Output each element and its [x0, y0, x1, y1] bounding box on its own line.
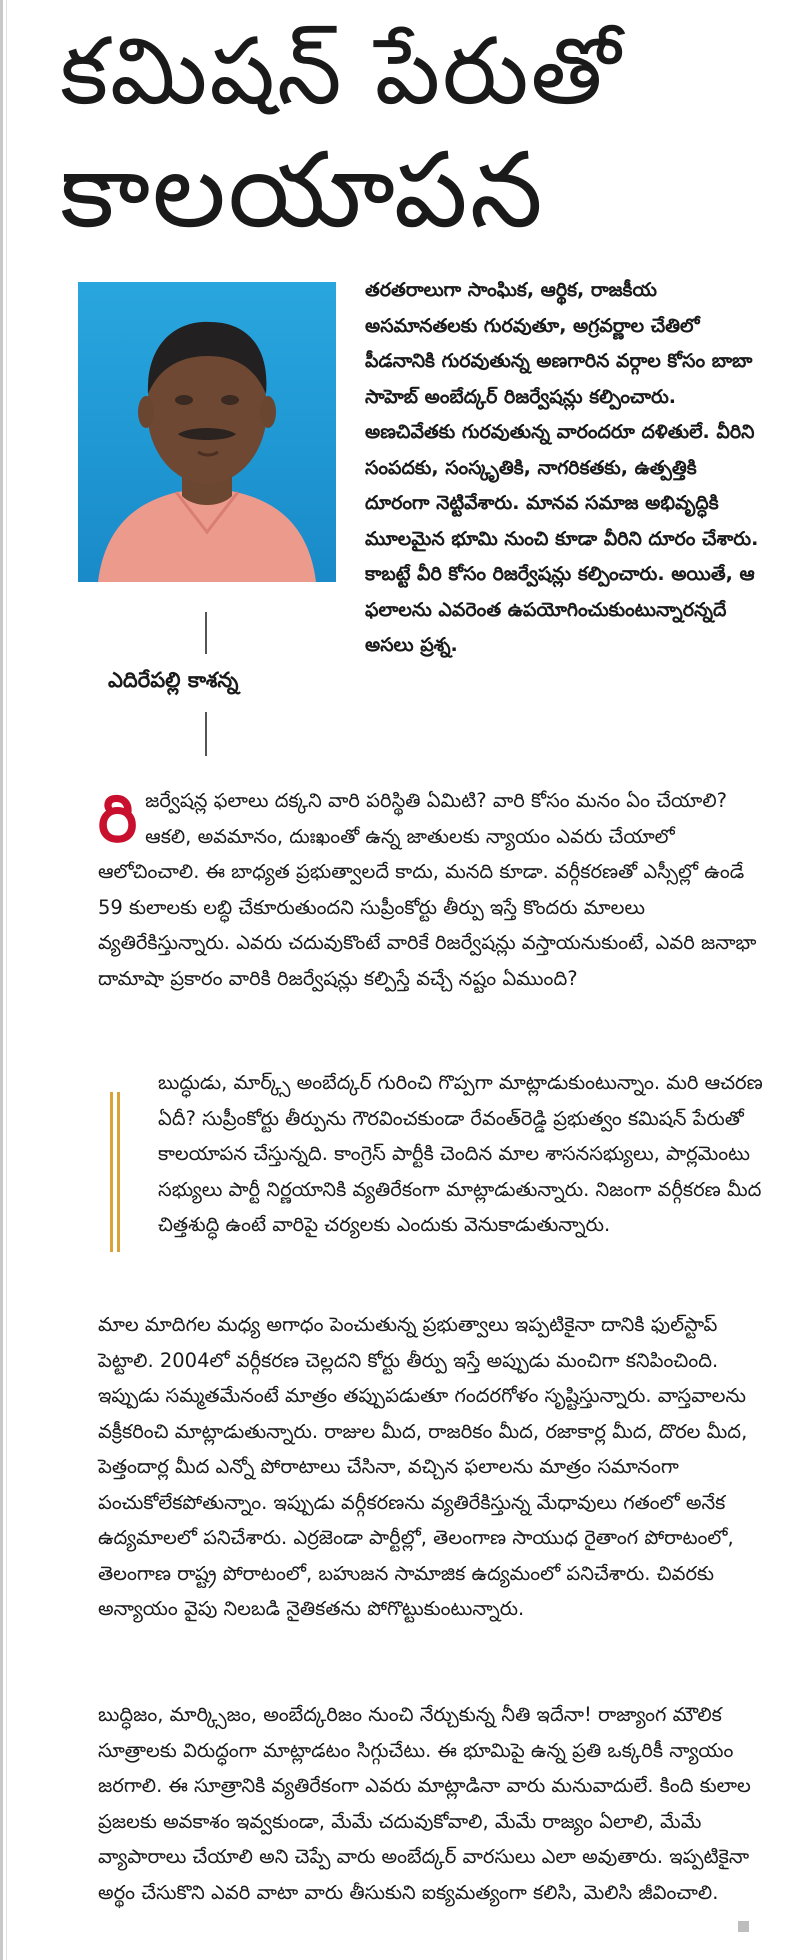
headline-line-1: కమిషన్ పేరుతో	[60, 18, 623, 125]
body-paragraph-3: బుద్ధిజం, మార్క్సిజం, అంబేద్కరిజం నుంచి నేర్చుకున్న నీతి ఇదేనా! రాజ్యాంగ మౌలిక సూత్రాలకు విరుద్ధంగా మాట్లాడటం సిగ్గుచేటు. ఈ భూమిపై ఉన్న ప్రతి ఒక్కరికీ న్యాయం జరగాలి. ఈ సూత్రానికి వ్యతిరేకంగా ఎవరు మాట్లాడినా వారు మనువాదులే. కింది కులాల ప్రజలకు అవకాశం ఇవ్వకుండా, మేమే చదువుకోవాలి, మేమే రాజ్యం ఏలాలి, మేమే వ్యాపారాలు చేయాలి అని చెప్పే వారు అంబేద్కర్ వారసులు ఎలా అవుతారు. ఇప్పటికైనా అర్థం చేసుకొని ఎవరి వాటా వారు తీసుకుని ఐక్యమత్యంగా కలిసి, మెలిసి జీవించాలి.	[98, 1703, 751, 1904]
intro-paragraph: తరతరాలుగా సాంఘిక, ఆర్థిక, రాజకీయ అసమానతలకు గురవుతూ, అగ్రవర్ణాల చేతిలో పీడనానికి గురవుతున్న అణగారిన వర్గాల కోసం బాబా సాహెబ్ అంబేద్కర్ రిజర్వేషన్లు కల్పించారు. అణచివేతకు గురవుతున్న వారందరూ దళితులే. వీరిని సంపదకు, సంస్కృతికి, నాగరికతకు, ఉత్పత్తికి దూరంగా నెట్టివేశారు. మానవ సమాజ అభివృద్ధికి మూలమైన భూమి నుంచి కూడా వీరిని దూరం చేశారు. కాబట్టే వీరి కోసం రిజర్వేషన్లు కల్పించారు. అయితే, ఆ ఫలాలను ఎవరెంత ఉపయోగించుకుంటున్నారన్నదే అసలు ప్రశ్న.	[365, 279, 759, 656]
byline-divider-bottom	[205, 712, 207, 756]
body-paragraph-2: మాల మాదిగల మధ్య అగాధం పెంచుతున్న ప్రభుత్వాలు ఇప్పటికైనా దానికి ఫుల్‌స్టాప్ పెట్టాలి. 2004లో వర్గీకరణ చెల్లదని కోర్టు తీర్పు ఇస్తే అప్పుడు మంచిగా కనిపించింది. ఇప్పుడు సమ్మతమేనంటే మాత్రం తప్పుపడుతూ గందరగోళం సృష్టిస్తున్నారు. వాస్తవాలను వక్రీకరించి మాట్లాడుతున్నారు. రాజుల మీద, రాజరికం మీద, రజాకార్ల మీద, దొరల మీద, పెత్తందార్ల మీద ఎన్నో పోరాటాలు చేసినా, వచ్చిన ఫలాలను మాత్రం సమానంగా పంచుకోలేకపోతున్నాం. ఇప్పుడు వర్గీకరణను వ్యతిరేకిస్తున్న మేధావులు గతంలో అనేక ఉద్యమాలలో పనిచేశారు. ఎర్రజెండా పార్టీల్లో, తెలంగాణ సాయుధ రైతాంగ పోరాటంలో, తెలంగాణ రాష్ట్ర పోరాటంలో, బహుజన సామాజిక ఉద్యమంలో పనిచేశారు. చివరకు అన్యాయం వైపు నిలబడి నైతికతను పోగొట్టుకుంటున్నారు.	[98, 1313, 748, 1620]
pull-quote: బుద్ధుడు, మార్క్స్ అంబేద్కర్ గురించి గొప్పగా మాట్లాడుకుంటున్నాం. మరి ఆచరణ ఏదీ? సుప్రీంకోర్టు తీర్పును గౌరవించకుండా రేవంత్‌రెడ్డి ప్రభుత్వం కమిషన్ పేరుతో కాలయాపన చేస్తున్నది. కాంగ్రెస్ పార్టీకి చెందిన మాల శాసనసభ్యులు, పార్లమెంటు సభ్యులు పార్టీ నిర్ణయానికి వ్యతిరేకంగా మాట్లాడుతున్నారు. నిజంగా వర్గీకరణ మీద చిత్తశుద్ధి ఉంటే వారిపై చర్యలకు ఎందుకు వెనుకాడుతున్నారు.	[158, 1071, 763, 1236]
page-margin-rule	[0, 0, 3, 1960]
author-photo	[78, 282, 336, 582]
page-margin-rule-thin	[6, 0, 7, 1960]
article-end-mark	[738, 1921, 749, 1932]
headline	[60, 18, 760, 254]
body-paragraph-1	[98, 780, 758, 996]
pull-quote-bar-right	[117, 1092, 120, 1252]
drop-cap: రి	[98, 780, 138, 857]
author-byline: ఎదిరేపల్లి కాశన్న	[108, 668, 239, 692]
byline-divider-top	[205, 612, 207, 654]
headline-line-2: కాలయాపన	[60, 129, 545, 251]
pull-quote-bar-left	[110, 1092, 113, 1252]
paragraph-1-text: జర్వేషన్ల ఫలాలు దక్కని వారి పరిస్థితి ఏమిటి? వారి కోసం మనం ఏం చేయాలి? ఆకలి, అవమానం, దుఃఖంతో ఉన్న జాతులకు న్యాయం ఎవరు చేయాలో ఆలోచించాలి. ఈ బాధ్యత ప్రభుత్వాలదే కాదు, మనది కూడా. వర్గీకరణతో ఎస్సీల్లో ఉండే 59 కులాలకు లబ్ధి చేకూరుతుందని సుప్రీంకోర్టు తీర్పు ఇస్తే కొందరు మాలలు వ్యతిరేకిస్తున్నారు. ఎవరు చదువుకొంటే వారికే రిజర్వేషన్లు వస్తాయనుకుంటే, ఎవరి జనాభా దామాషా ప్రకారం వారికి రిజర్వేషన్లు కల్పిస్తే వచ్చే నష్టం ఏముంది?	[98, 789, 757, 990]
author-portrait-icon	[78, 282, 336, 582]
pull-quote-bars	[110, 1092, 120, 1252]
